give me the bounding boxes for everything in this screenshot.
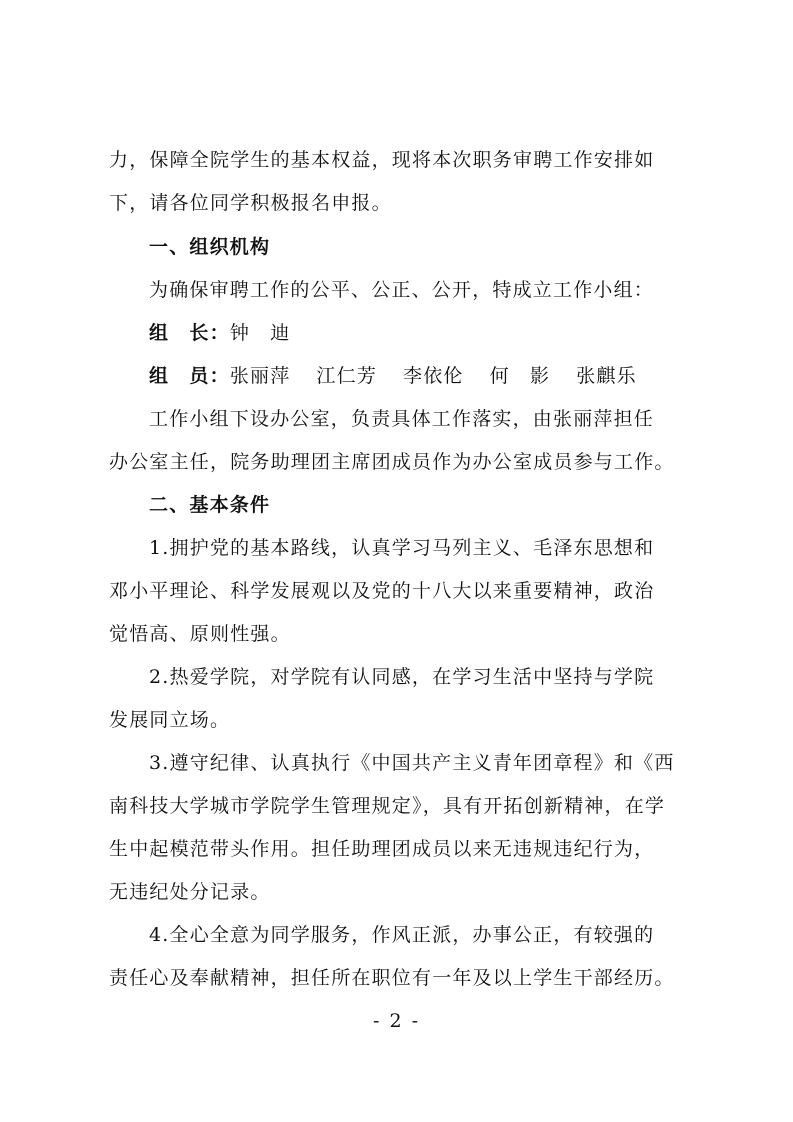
paragraph-line: 责任心及奉献精神，担任所在职位有一年及以上学生干部经历。 [109,967,675,989]
paragraph-line: 力，保障全院学生的基本权益，现将本次职务审聘工作安排如 [109,149,655,171]
paragraph-line: 邓小平理论、科学发展观以及党的十八大以来重要精神，政治 [109,580,655,602]
group-leader-name: 钟 迪 [229,322,291,344]
paragraph-line: 2.热爱学院，对学院有认同感，在学习生活中坚持与学院 [149,666,655,688]
paragraph-line: 为确保审聘工作的公平、公正、公开，特成立工作小组： [149,279,655,301]
paragraph-line: 发展同立场。 [109,709,231,731]
section-heading-conditions: 二、基本条件 [149,494,271,516]
paragraph-line: 办公室主任，院务助理团主席团成员作为办公室成员参与工作。 [109,451,675,473]
group-members-line [149,364,729,388]
paragraph-line: 南科技大学城市学院学生管理规定》，具有开拓创新精神，在学 [109,795,666,817]
member-name: 张麒乐 [576,365,637,387]
member-name: 张丽萍 [229,365,291,387]
paragraph-line: 4.全心全意为同学服务，作风正派，办事公正，有较强的 [149,924,655,946]
paragraph-line: 下，请各位同学积极报名申报。 [109,192,392,214]
member-name: 江仁芳 [316,365,378,387]
group-leader-label: 组 长： [149,322,230,344]
paragraph-line: 生中起模范带头作用。担任助理团成员以来无违规违纪行为， [109,838,655,860]
section-heading-organization: 一、组织机构 [149,236,271,258]
paragraph-line: 觉悟高、原则性强。 [109,623,291,645]
member-name: 李依伦 [403,365,464,387]
paragraph-line: 工作小组下设办公室，负责具体工作落实，由张丽萍担任 [149,408,655,430]
member-name: 何 影 [489,365,551,387]
paragraph-line: 无违纪处分记录。 [109,881,271,903]
page-number: - 2 - [372,1010,420,1032]
group-leader-line [149,321,729,345]
paragraph-line: 1.拥护党的基本路线，认真学习马列主义、毛泽东思想和 [149,537,655,559]
group-members-label: 组 员： [149,365,230,387]
paragraph-line: 3.遵守纪律、认真执行《中国共产主义青年团章程》和《西 [149,752,675,774]
